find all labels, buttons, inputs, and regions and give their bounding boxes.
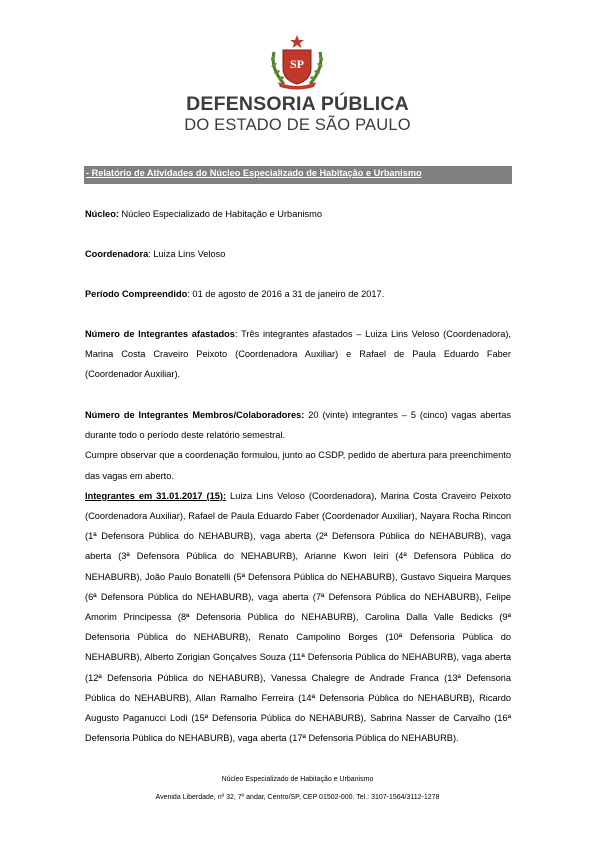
- coat-of-arms-logo: [266, 34, 328, 90]
- organization-subtitle: DO ESTADO DE SÃO PAULO: [184, 116, 411, 134]
- nucleo-value: Núcleo Especializado de Habitação e Urbanismo: [118, 209, 323, 219]
- footer-line-2: Avenida Liberdade, nº 32, 7º andar, Centro/SP, CEP 01502-000. Tel.: 3107-1564/3112-1278: [155, 794, 440, 801]
- cumpre-paragraph: Cumpre observar que a coordenação formulou, junto ao CSDP, pedido de abertura para preenchimento das vagas em aberto.: [85, 450, 511, 481]
- membros-value: 20 (vinte) integrantes – 5 (cinco) vagas abertas durante todo o período deste relatório semestral.: [85, 410, 511, 441]
- afastados-value: : Três integrantes afastados – Luiza Lins Veloso (Coordenadora), Marina Costa Craveiro Peixoto (Coordenadora Auxiliar) e Rafael de Paula Eduardo Faber (Coordenador Auxiliar).: [85, 329, 512, 380]
- afastados-label: Número de Integrantes afastados: [85, 329, 235, 339]
- organization-title: DEFENSORIA PÚBLICA: [186, 93, 409, 115]
- periodo-line: [85, 284, 511, 304]
- section-title-bar: [84, 166, 512, 184]
- membros-paragraph: [85, 405, 511, 748]
- afastados-paragraph: [85, 324, 511, 385]
- integrantes-label: Integrantes em 31.01.2017 (15):: [85, 490, 227, 501]
- periodo-label: Período Compreendido: [85, 289, 188, 299]
- coordenadora-label: Coordenadora: [85, 249, 149, 259]
- footer-line-1: Núcleo Especializado de Habitação e Urbanismo: [221, 776, 374, 783]
- coordenadora-line: [85, 244, 511, 264]
- integrantes-value: Luiza Lins Veloso (Coordenadora), Marina Costa Craveiro Peixoto (Coordenadora Auxiliar), Rafael de Paula Eduardo Faber (Coordenador Auxiliar), Nayara Rocha Rincon (1ª Defensora Pública do NEHABURB), vaga aberta (2ª Defensora Pública do NEHABURB), vaga aberta (3ª Defensora Pública do NEHABURB), Arianne Kwon Ieiri (4ª Defensora Pública do NEHABURB), João Paulo Bonatelli (5ª Defensora Pública do NEHABURB), Gustavo Siqueira Marques (6ª Defensora Pública do NEHABURB), vaga aberta (7ª Defensora Pública do NEHABURB), Felipe Amorim Principessa (8ª Defensoria Pública do NEHABURB), Carolina Dalla Valle Bedicks (9ª Defensoria Pública do NEHABURB), Renato Campolino Borges (10ª Defensoria Pública do NEHABURB), Alberto Zorigian Gonçalves Souza (11ª Defensoria Pública do NEHABURB), vaga aberta (12ª Defensoria Pública do NEHABURB), Vanessa Chalegre de Andrade Franca (13ª Defensoria Pública do NEHABURB), Allan Ramalho Ferreira (14ª Defensoria Pública do NEHABURB), Ricardo Augusto Paganucci Lodi (15ª Defensoria Pública do NEHABURB), Sabrina Nasser de Carvalho (16ª Defensoria Pública do NEHABURB), vaga aberta (17ª Defensoria Pública do NEHABURB).: [85, 490, 511, 744]
- periodo-value: : 01 de agosto de 2016 a 31 de janeiro de 2017.: [187, 289, 385, 299]
- nucleo-label: Núcleo:: [85, 209, 119, 219]
- nucleo-line: [85, 204, 511, 224]
- svg-text:SP: SP: [289, 57, 305, 71]
- membros-label: Número de Integrantes Membros/Colaboradores:: [85, 410, 305, 420]
- coordenadora-value: : Luiza Lins Veloso: [148, 249, 226, 259]
- section-title: - Relatório de Atividades do Núcleo Especializado de Habitação e Urbanismo: [86, 168, 422, 178]
